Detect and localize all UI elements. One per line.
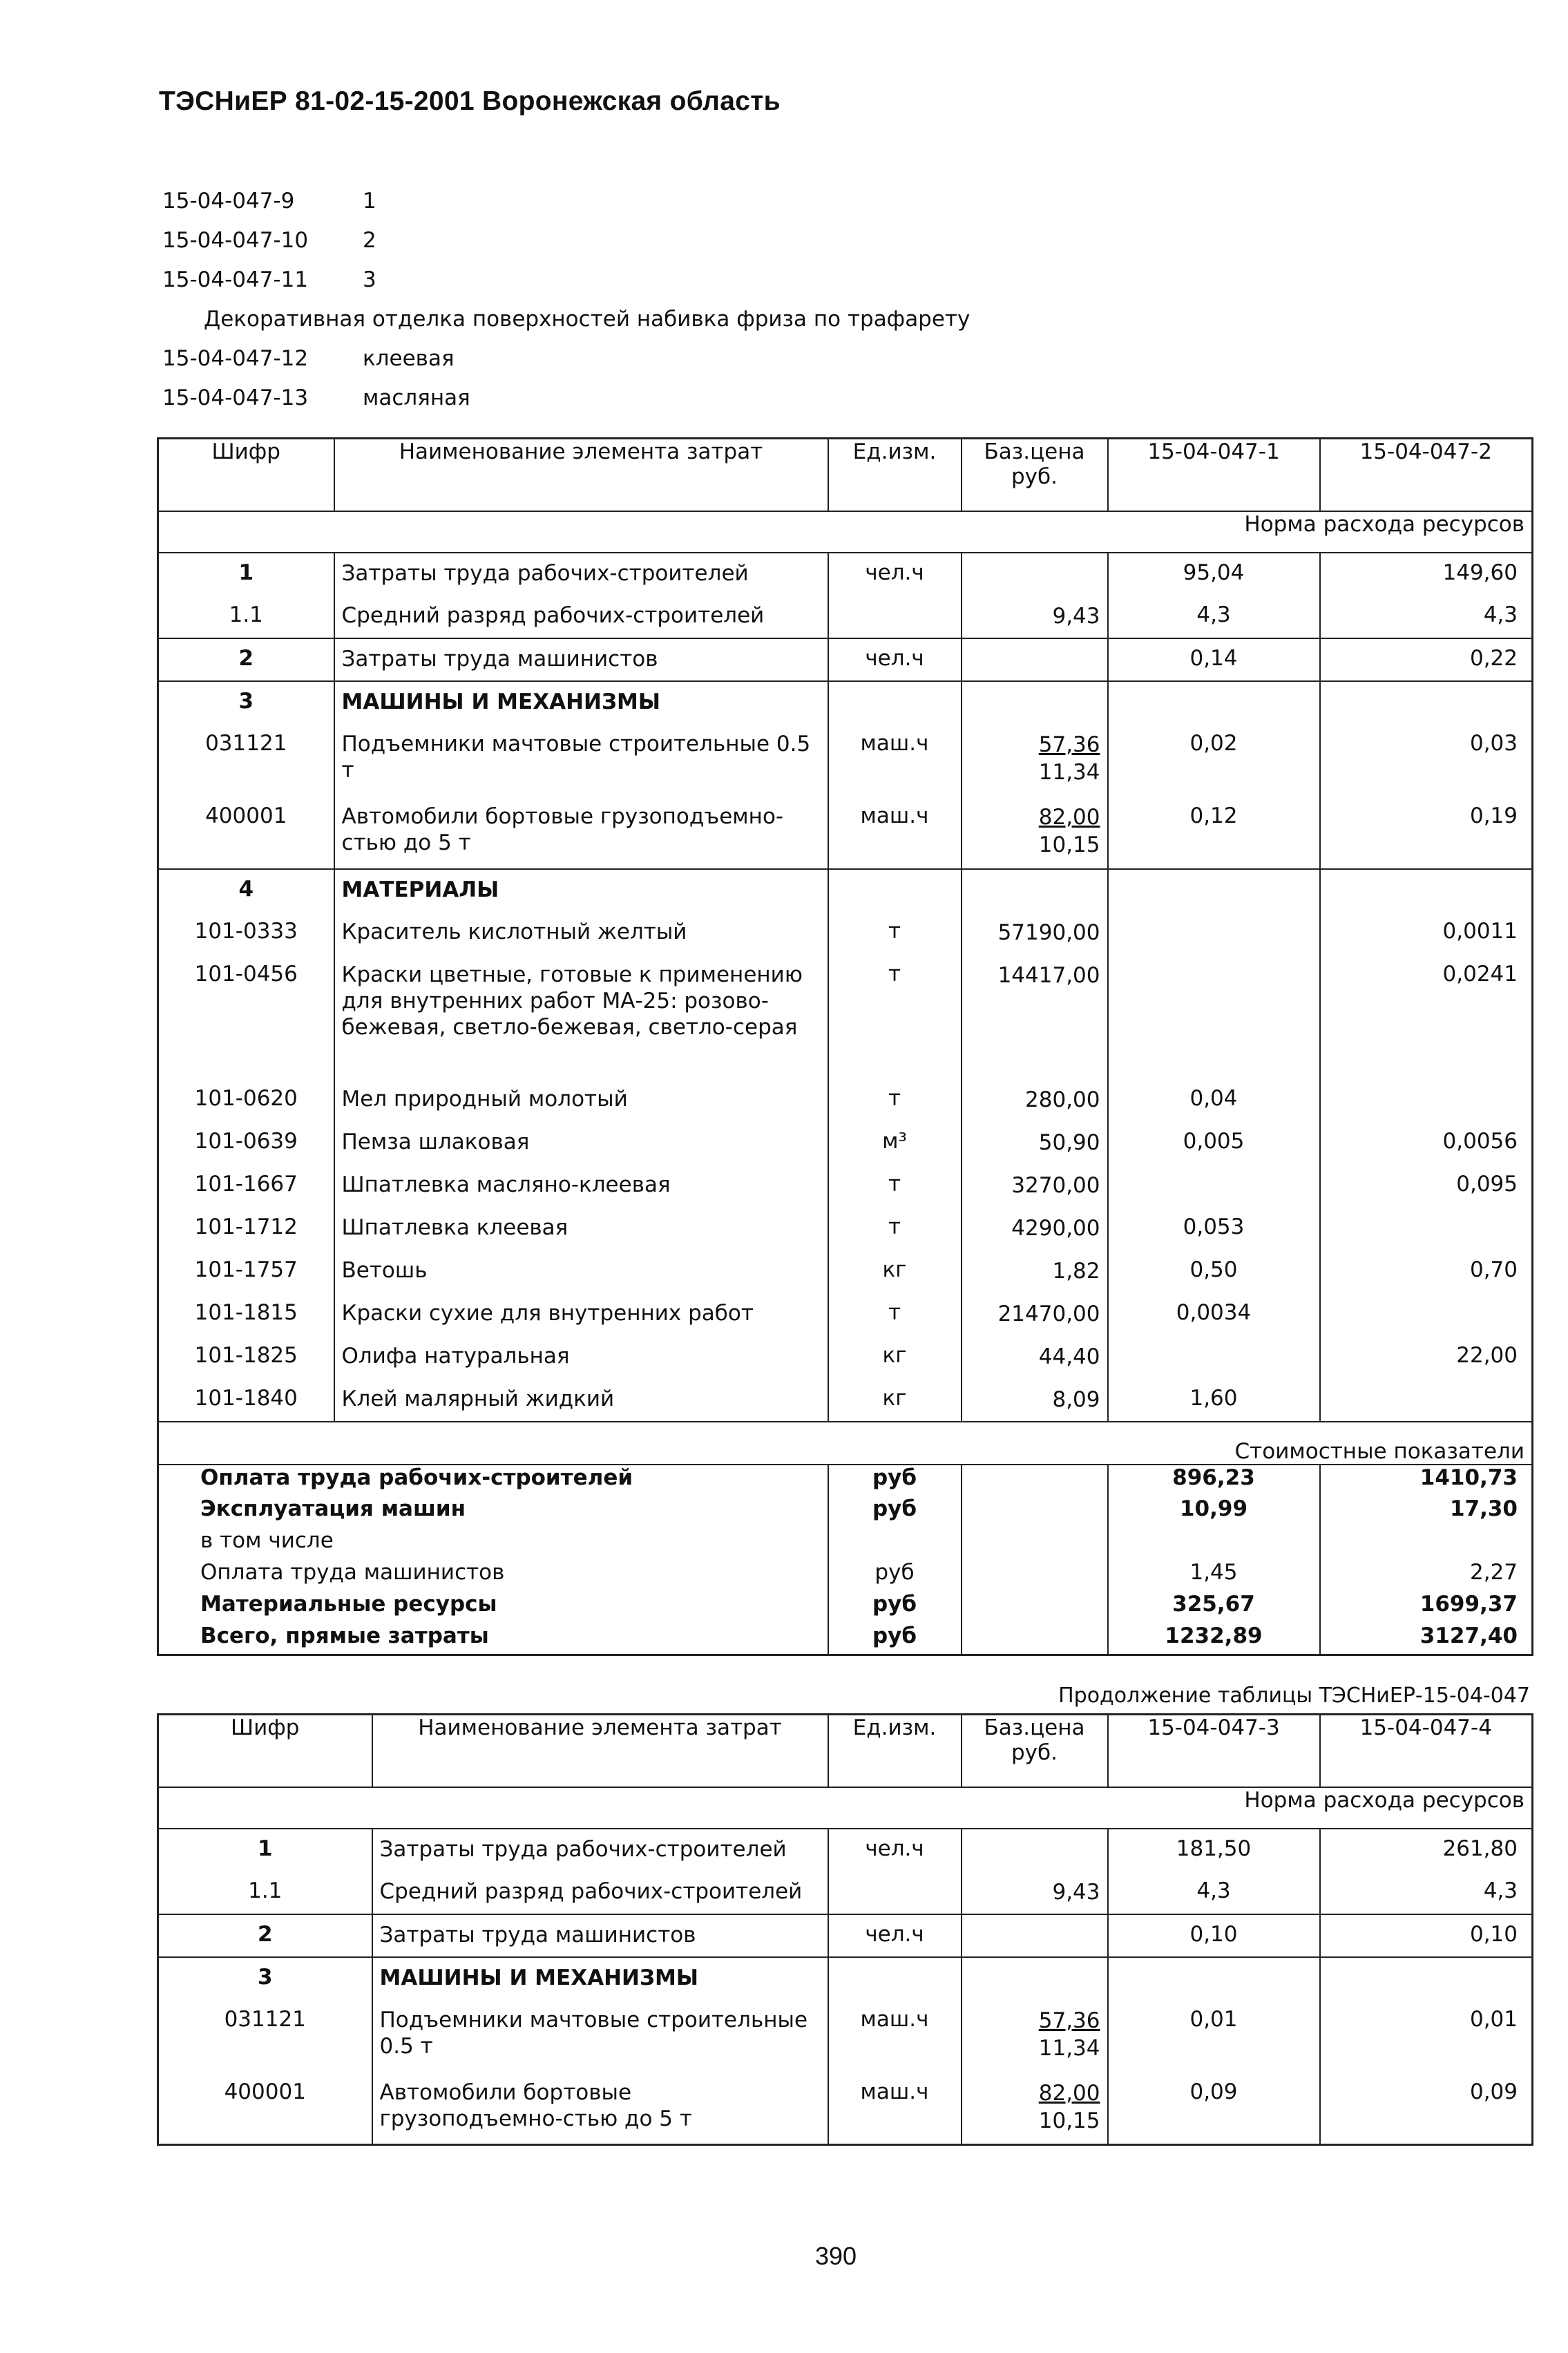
row-value-2: 0,70	[1320, 1250, 1533, 1293]
row-code: 031121	[205, 730, 287, 756]
header-col2: 15-04-047-4	[1320, 1715, 1533, 1787]
table-row	[158, 681, 1533, 724]
total-row	[158, 1528, 1533, 1560]
price-value: 57190,00	[997, 920, 1100, 945]
price-value: 280,00	[1025, 1087, 1100, 1112]
row-unit: маш.ч	[828, 2000, 962, 2073]
table-2-header	[158, 1715, 1533, 1787]
row-code: 3	[158, 681, 334, 724]
row-price	[962, 1871, 1108, 1914]
table-row	[158, 638, 1533, 681]
row-price	[962, 596, 1108, 638]
table-row	[158, 1336, 1533, 1379]
row-code: 1.1	[229, 602, 263, 627]
price-value: 82,00	[1038, 2080, 1100, 2106]
row-name: Пемза шлаковая	[334, 1122, 828, 1165]
code-text: 15-04-047-13	[162, 385, 309, 410]
row-price	[962, 2000, 1108, 2073]
norm-label: Норма расхода ресурсов	[158, 511, 1533, 553]
table-continuation-caption: Продолжение таблицы ТЭСНиЕР-15-04-047	[1058, 1684, 1530, 1708]
row-name: Средний разряд рабочих-строителей	[372, 1871, 828, 1914]
total-price	[962, 1496, 1108, 1528]
total-row	[158, 1623, 1533, 1655]
row-unit: маш.ч	[828, 724, 962, 797]
row-value-1: 0,12	[1108, 797, 1320, 869]
row-name: Средний разряд рабочих-строителей	[334, 596, 828, 638]
total-value-2: 2,27	[1320, 1560, 1533, 1592]
norm-row	[158, 511, 1533, 553]
price-value: 82,00	[1038, 804, 1100, 830]
row-code: 4	[158, 869, 334, 912]
row-name: Подъемники мачтовые строительные 0.5 т	[334, 724, 828, 797]
row-price	[962, 1165, 1108, 1208]
row-value-1: 1,60	[1108, 1379, 1320, 1422]
header-code: Шифр	[158, 1715, 372, 1787]
total-price	[962, 1623, 1108, 1655]
row-unit	[828, 1871, 962, 1914]
row-unit: т	[828, 1208, 962, 1250]
row-code: 2	[158, 638, 334, 681]
code-list-item	[162, 378, 970, 417]
row-value-2: 0,22	[1320, 638, 1533, 681]
total-value-2: 1699,37	[1320, 1592, 1533, 1623]
header-unit: Ед.изм.	[828, 1715, 962, 1787]
row-code: 2	[158, 1914, 372, 1957]
row-value-2: 0,03	[1320, 724, 1533, 797]
row-name: Шпатлевка масляно-клеевая	[334, 1165, 828, 1208]
norm-label: Норма расхода ресурсов	[158, 1787, 1533, 1829]
row-unit: кг	[828, 1336, 962, 1379]
price-value: 57,36	[1038, 2008, 1100, 2033]
row-name: Затраты труда машинистов	[372, 1914, 828, 1957]
table-1-header	[158, 439, 1533, 511]
row-unit: т	[828, 955, 962, 1079]
row-unit: кг	[828, 1379, 962, 1422]
price-value: 44,40	[1038, 1344, 1100, 1369]
resource-table-2	[157, 1713, 1533, 2146]
row-price	[962, 724, 1108, 797]
row-price	[962, 912, 1108, 955]
row-unit: т	[828, 1165, 962, 1208]
table-row	[158, 955, 1533, 1079]
table-row	[158, 1914, 1533, 1957]
total-value-1: 1232,89	[1108, 1623, 1320, 1655]
resource-table-1	[157, 437, 1533, 1656]
row-code: 101-1840	[194, 1385, 298, 1411]
price-value: 21470,00	[997, 1301, 1100, 1326]
row-price	[962, 869, 1108, 912]
row-code: 101-1667	[194, 1171, 298, 1197]
row-price	[962, 955, 1108, 1079]
total-value-1: 896,23	[1108, 1465, 1320, 1496]
code-list-item	[162, 220, 970, 260]
row-price	[962, 1250, 1108, 1293]
row-unit: чел.ч	[828, 638, 962, 681]
total-value-1: 325,67	[1108, 1592, 1320, 1623]
total-name: Оплата труда рабочих-строителей	[200, 1465, 633, 1490]
total-row	[158, 1496, 1533, 1528]
row-unit: м³	[828, 1122, 962, 1165]
table-row	[158, 2073, 1533, 2145]
row-value-2: 22,00	[1320, 1336, 1533, 1379]
table-row	[158, 1079, 1533, 1122]
row-value-1: 0,053	[1108, 1208, 1320, 1250]
price-value: 8,09	[1052, 1387, 1100, 1412]
row-value-1: 0,09	[1108, 2073, 1320, 2145]
total-unit	[828, 1528, 962, 1560]
row-value-2	[1320, 1293, 1533, 1336]
table-row	[158, 869, 1533, 912]
row-price	[962, 797, 1108, 869]
total-price	[962, 1592, 1108, 1623]
row-unit: чел.ч	[828, 1914, 962, 1957]
total-unit: руб	[828, 1465, 962, 1496]
row-code: 101-1815	[194, 1299, 298, 1325]
row-code: 101-1757	[194, 1257, 298, 1282]
row-unit: т	[828, 912, 962, 955]
total-price	[962, 1560, 1108, 1592]
row-value-2: 0,0241	[1320, 955, 1533, 1079]
row-price	[962, 1208, 1108, 1250]
code-description: 3	[363, 267, 376, 292]
table-row	[158, 596, 1533, 638]
table-row	[158, 1829, 1533, 1871]
table-row	[158, 553, 1533, 596]
row-name: МАШИНЫ И МЕХАНИЗМЫ	[334, 681, 828, 724]
row-code: 1.1	[248, 1878, 283, 1903]
price-value: 9,43	[1052, 1879, 1100, 1905]
total-unit: руб	[828, 1592, 962, 1623]
row-value-2: 0,095	[1320, 1165, 1533, 1208]
row-price	[962, 553, 1108, 596]
row-name: Автомобили бортовые грузоподъемно-стью до 5 т	[334, 797, 828, 869]
price-value: 9,43	[1052, 603, 1100, 629]
total-value-2	[1320, 1528, 1533, 1560]
row-unit: маш.ч	[828, 797, 962, 869]
header-unit: Ед.изм.	[828, 439, 962, 511]
row-unit: чел.ч	[828, 1829, 962, 1871]
row-name: Клей малярный жидкий	[334, 1379, 828, 1422]
row-value-1: 0,14	[1108, 638, 1320, 681]
header-col1: 15-04-047-1	[1108, 439, 1320, 511]
page-number: 390	[815, 2242, 857, 2270]
price-value: 14417,00	[997, 962, 1100, 988]
code-list-item	[162, 339, 970, 378]
row-value-2: 0,01	[1320, 2000, 1533, 2073]
row-name: Затраты труда рабочих-строителей	[334, 553, 828, 596]
row-value-2: 149,60	[1320, 553, 1533, 596]
row-unit	[828, 681, 962, 724]
row-code: 1	[238, 560, 254, 585]
cost-label: Стоимостные показатели	[158, 1422, 1533, 1465]
row-price	[962, 1379, 1108, 1422]
code-text: 15-04-047-11	[162, 267, 309, 292]
header-name: Наименование элемента затрат	[334, 439, 828, 511]
page-title: ТЭСНиЕР 81-02-15-2001 Воронежская область	[159, 86, 781, 116]
row-name: Краски сухие для внутренних работ	[334, 1293, 828, 1336]
table-row	[158, 1293, 1533, 1336]
price-value: 3270,00	[1011, 1172, 1100, 1198]
row-value-1	[1108, 1336, 1320, 1379]
row-code: 3	[158, 1957, 372, 2000]
row-value-1: 0,50	[1108, 1250, 1320, 1293]
total-row	[158, 1465, 1533, 1496]
row-value-2: 0,09	[1320, 2073, 1533, 2145]
row-value-1: 181,50	[1108, 1829, 1320, 1871]
row-code: 101-0639	[194, 1128, 298, 1154]
row-unit: т	[828, 1079, 962, 1122]
row-value-2: 0,0011	[1320, 912, 1533, 955]
code-list	[162, 181, 970, 417]
table-row	[158, 1957, 1533, 2000]
row-value-1: 0,02	[1108, 724, 1320, 797]
row-name: Краситель кислотный желтый	[334, 912, 828, 955]
table-row	[158, 912, 1533, 955]
total-row	[158, 1592, 1533, 1623]
row-price	[962, 1079, 1108, 1122]
row-price	[962, 1293, 1108, 1336]
total-unit: руб	[828, 1496, 962, 1528]
code-text: 15-04-047-10	[162, 227, 309, 253]
cost-row	[158, 1422, 1533, 1465]
row-name: Краски цветные, готовые к применению для внутренних работ МА-25: розово-бежевая, светло-бежевая, светло-серая	[334, 955, 828, 1079]
total-name: Материальные ресурсы	[200, 1591, 497, 1617]
code-description: клеевая	[363, 345, 455, 371]
row-value-1: 0,0034	[1108, 1293, 1320, 1336]
row-value-1	[1108, 912, 1320, 955]
table-row	[158, 1208, 1533, 1250]
row-name: Мел природный молотый	[334, 1079, 828, 1122]
table-row	[158, 1122, 1533, 1165]
table-row	[158, 1871, 1533, 1914]
row-price	[962, 1829, 1108, 1871]
table-row	[158, 1379, 1533, 1422]
row-price	[962, 1336, 1108, 1379]
price-wage: 10,15	[1038, 2108, 1100, 2133]
price-value: 4290,00	[1011, 1215, 1100, 1241]
table-row	[158, 1250, 1533, 1293]
price-wage: 10,15	[1038, 832, 1100, 857]
total-price	[962, 1528, 1108, 1560]
total-row	[158, 1560, 1533, 1592]
row-unit	[828, 1957, 962, 2000]
row-value-2: 0,0056	[1320, 1122, 1533, 1165]
row-value-2	[1320, 681, 1533, 724]
row-value-2: 0,10	[1320, 1914, 1533, 1957]
row-value-1: 0,04	[1108, 1079, 1320, 1122]
total-name: Эксплуатация машин	[200, 1496, 466, 1521]
total-value-1	[1108, 1528, 1320, 1560]
code-description: 2	[363, 227, 376, 253]
header-code: Шифр	[158, 439, 334, 511]
row-value-1	[1108, 681, 1320, 724]
row-code: 101-0456	[194, 961, 298, 987]
row-value-1: 0,005	[1108, 1122, 1320, 1165]
row-value-1	[1108, 955, 1320, 1079]
row-value-1	[1108, 1957, 1320, 2000]
total-value-2: 17,30	[1320, 1496, 1533, 1528]
header-col1: 15-04-047-3	[1108, 1715, 1320, 1787]
table-row	[158, 724, 1533, 797]
row-value-2: 261,80	[1320, 1829, 1533, 1871]
row-value-1: 0,01	[1108, 2000, 1320, 2073]
total-value-1: 10,99	[1108, 1496, 1320, 1528]
table-row	[158, 2000, 1533, 2073]
table-row	[158, 1165, 1533, 1208]
row-code: 1	[257, 1836, 273, 1861]
row-code: 101-0333	[194, 918, 298, 944]
row-code: 031121	[224, 2006, 306, 2032]
table-row	[158, 797, 1533, 869]
row-name: МАТЕРИАЛЫ	[334, 869, 828, 912]
row-unit	[828, 596, 962, 638]
total-value-2: 3127,40	[1320, 1623, 1533, 1655]
row-value-1	[1108, 869, 1320, 912]
code-description: 1	[363, 188, 376, 213]
total-unit: руб	[828, 1623, 962, 1655]
row-name: Подъемники мачтовые строительные 0.5 т	[372, 2000, 828, 2073]
row-price	[962, 1122, 1108, 1165]
row-value-2	[1320, 1079, 1533, 1122]
price-wage: 11,34	[1038, 759, 1100, 785]
row-name: Шпатлевка клеевая	[334, 1208, 828, 1250]
row-unit: маш.ч	[828, 2073, 962, 2145]
total-value-1: 1,45	[1108, 1560, 1320, 1592]
row-value-2: 4,3	[1320, 596, 1533, 638]
norm-row	[158, 1787, 1533, 1829]
row-code: 101-1712	[194, 1214, 298, 1239]
price-value: 50,90	[1038, 1130, 1100, 1155]
row-unit: кг	[828, 1250, 962, 1293]
total-price	[962, 1465, 1108, 1496]
row-price	[962, 638, 1108, 681]
row-value-2	[1320, 869, 1533, 912]
row-value-1: 4,3	[1108, 1871, 1320, 1914]
header-price: Баз.цена руб.	[962, 1715, 1108, 1787]
row-value-2	[1320, 1957, 1533, 2000]
row-name: Ветошь	[334, 1250, 828, 1293]
total-name: Оплата труда машинистов	[200, 1559, 505, 1585]
code-description: масляная	[363, 385, 470, 410]
row-name: Автомобили бортовые грузоподъемно-стью до 5 т	[372, 2073, 828, 2145]
row-value-2: 4,3	[1320, 1871, 1533, 1914]
code-text: 15-04-047-9	[162, 188, 295, 213]
total-value-2: 1410,73	[1320, 1465, 1533, 1496]
row-unit: чел.ч	[828, 553, 962, 596]
row-code: 400001	[224, 2079, 306, 2104]
row-value-2	[1320, 1208, 1533, 1250]
row-value-1: 0,10	[1108, 1914, 1320, 1957]
row-code: 400001	[205, 803, 287, 828]
code-list-item	[162, 181, 970, 220]
total-name: Всего, прямые затраты	[200, 1623, 489, 1648]
row-unit	[828, 869, 962, 912]
row-name: Затраты труда машинистов	[334, 638, 828, 681]
row-value-2: 0,19	[1320, 797, 1533, 869]
row-price	[962, 681, 1108, 724]
row-unit: т	[828, 1293, 962, 1336]
row-value-2	[1320, 1379, 1533, 1422]
total-unit: руб	[828, 1560, 962, 1592]
row-name: Затраты труда рабочих-строителей	[372, 1829, 828, 1871]
row-name: Олифа натуральная	[334, 1336, 828, 1379]
row-value-1: 4,3	[1108, 596, 1320, 638]
header-col2: 15-04-047-2	[1320, 439, 1533, 511]
row-price	[962, 2073, 1108, 2145]
row-name: МАШИНЫ И МЕХАНИЗМЫ	[372, 1957, 828, 2000]
price-wage: 11,34	[1038, 2035, 1100, 2061]
row-code: 101-0620	[194, 1085, 298, 1111]
row-price	[962, 1957, 1108, 2000]
row-price	[962, 1914, 1108, 1957]
header-name: Наименование элемента затрат	[372, 1715, 828, 1787]
code-text: 15-04-047-12	[162, 345, 309, 371]
row-code: 101-1825	[194, 1342, 298, 1368]
group-description: Декоративная отделка поверхностей набивка фриза по трафарету	[204, 306, 971, 332]
row-value-1	[1108, 1165, 1320, 1208]
price-value: 57,36	[1038, 732, 1100, 757]
row-value-1: 95,04	[1108, 553, 1320, 596]
header-price: Баз.цена руб.	[962, 439, 1108, 511]
code-list-item	[162, 260, 970, 299]
price-value: 1,82	[1052, 1258, 1100, 1284]
total-name: в том числе	[200, 1527, 334, 1553]
